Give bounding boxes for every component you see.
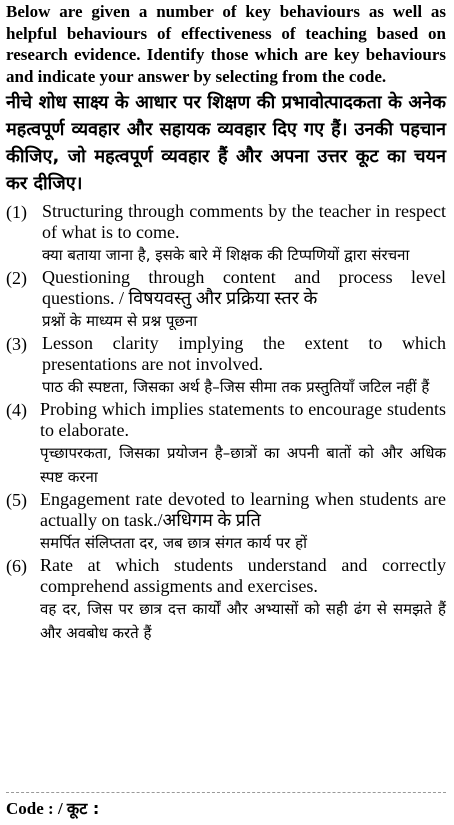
item-english: Probing which implies statements to encourage students to elaborate.: [40, 399, 446, 440]
item-english: Engagement rate devoted to learning when students are actually on task./अधिगम के प्रति: [40, 489, 446, 530]
item-hindi: प्रश्नों के माध्यम से प्रश्न पूछना: [42, 312, 198, 330]
item-hindi: वह दर, जिस पर छात्र दत्त कार्यों और अभ्यासों को सही ढंग से समझते हैं और अवबोध करते हैं: [40, 600, 446, 642]
list-item: [6, 399, 446, 489]
item-english: Questioning through content and process level questions. / विषयवस्तु और प्रक्रिया स्तर के: [42, 267, 446, 308]
item-number: (5): [6, 490, 27, 510]
code-label-hindi: कूट :: [66, 799, 100, 818]
item-english: Structuring through comments by the teacher in respect of what is to come.: [42, 201, 446, 242]
list-item: [6, 555, 446, 645]
item-english: Rate at which students understand and correctly comprehend assigments and exercises.: [40, 555, 446, 596]
list-item: [6, 267, 446, 333]
list-item: [6, 201, 446, 267]
item-hindi: समर्पित संलिप्तता दर, जब छात्र संगत कार्य पर हों: [40, 534, 307, 552]
item-number: (4): [6, 400, 27, 420]
item-english: Lesson clarity implying the extent to which presentations are not involved.: [42, 333, 446, 374]
intro-hindi: नीचे शोध साक्ष्य के आधार पर शिक्षण की प्रभावोत्पादकता के अनेक महत्वपूर्ण व्यवहार और सहायक व्यवहार दिए गए हैं। उनकी पहचान कीजिए, जो महत्वपूर्ण व्यवहार हैं और अपना उत्तर कूट का चयन कर दीजिए।: [6, 92, 446, 194]
item-hindi: पाठ की स्पष्टता, जिसका अर्थ है–जिस सीमा तक प्रस्तुतियाँ जटिल नहीं हैं: [42, 378, 430, 396]
item-hindi: क्या बताया जाना है, इसके बारे में शिक्षक की टिप्पणियों द्वारा संरचना: [42, 246, 410, 264]
item-hindi: पृच्छापरकता, जिसका प्रयोजन है–छात्रों का अपनी बातों को और अधिक स्पष्ट करना: [40, 444, 446, 486]
intro-english: Below are given a number of key behaviours as well as helpful behaviours of effectiveness of teaching based on research evidence. Identify those which are key behaviours and indicate your answer by selecting from the code.: [6, 2, 446, 86]
item-number: (3): [6, 334, 27, 354]
item-number: (6): [6, 556, 27, 576]
item-number: (1): [6, 202, 27, 222]
item-number: (2): [6, 268, 27, 288]
list-item: [6, 333, 446, 399]
list-item: [6, 489, 446, 555]
code-label-english: Code : /: [6, 799, 63, 818]
code-label: [6, 792, 446, 819]
